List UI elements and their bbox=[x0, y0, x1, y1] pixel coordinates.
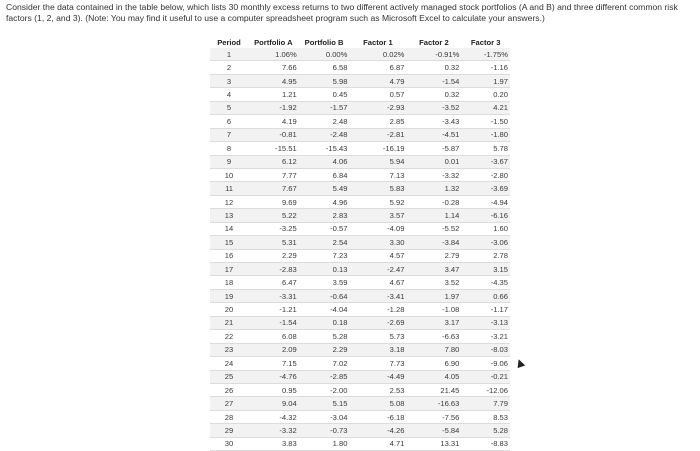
portfolio-a-cell: 2.29 bbox=[248, 249, 299, 262]
portfolio-a-cell: 4.19 bbox=[248, 115, 299, 128]
factor-3-cell: -4.94 bbox=[461, 195, 510, 208]
table-body bbox=[210, 48, 510, 451]
header-factor-2: Factor 2 bbox=[419, 38, 449, 47]
factor-2-cell: -7.56 bbox=[406, 410, 461, 423]
table-row bbox=[210, 397, 510, 410]
period-cell: 3 bbox=[210, 74, 248, 87]
portfolio-a-cell: 1.21 bbox=[248, 88, 299, 101]
mouse-cursor-icon bbox=[515, 358, 525, 368]
factor-1-cell: 5.94 bbox=[349, 155, 406, 168]
table-row bbox=[210, 155, 510, 168]
period-cell: 14 bbox=[210, 222, 248, 235]
factor-3-cell: -1.50 bbox=[461, 115, 510, 128]
table-row bbox=[210, 88, 510, 101]
period-cell: 9 bbox=[210, 155, 248, 168]
table-row bbox=[210, 316, 510, 329]
portfolio-a-cell: 6.08 bbox=[248, 330, 299, 343]
table-row bbox=[210, 101, 510, 114]
table-row bbox=[210, 209, 510, 222]
returns-table-container bbox=[210, 37, 510, 451]
factor-2-cell: 0.32 bbox=[406, 61, 461, 74]
portfolio-a-cell: 0.95 bbox=[248, 383, 299, 396]
portfolio-a-cell: -1.54 bbox=[248, 316, 299, 329]
table-row bbox=[210, 115, 510, 128]
factor-1-cell: 5.73 bbox=[349, 330, 406, 343]
portfolio-b-cell: -0.57 bbox=[299, 222, 350, 235]
period-cell: 8 bbox=[210, 142, 248, 155]
factor-1-cell: 5.92 bbox=[349, 195, 406, 208]
table-row bbox=[210, 128, 510, 141]
factor-1-cell: 7.13 bbox=[349, 168, 406, 181]
factor-2-cell: -4.51 bbox=[406, 128, 461, 141]
period-cell: 15 bbox=[210, 236, 248, 249]
period-cell: 18 bbox=[210, 276, 248, 289]
portfolio-b-cell: 5.28 bbox=[299, 330, 350, 343]
period-cell: 20 bbox=[210, 303, 248, 316]
factor-1-cell: 4.71 bbox=[349, 437, 406, 450]
factor-1-cell: -4.09 bbox=[349, 222, 406, 235]
portfolio-b-cell: 0.00% bbox=[299, 48, 350, 61]
period-cell: 10 bbox=[210, 168, 248, 181]
factor-3-cell: -3.67 bbox=[461, 155, 510, 168]
factor-1-cell: -4.26 bbox=[349, 424, 406, 437]
factor-1-cell: 7.73 bbox=[349, 357, 406, 370]
portfolio-a-cell: 1.06% bbox=[248, 48, 299, 61]
factor-3-cell: -1.80 bbox=[461, 128, 510, 141]
factor-1-cell: -4.49 bbox=[349, 370, 406, 383]
table-row bbox=[210, 74, 510, 87]
period-cell: 22 bbox=[210, 330, 248, 343]
factor-3-cell: 2.78 bbox=[461, 249, 510, 262]
portfolio-b-cell: -2.48 bbox=[299, 128, 350, 141]
returns-table bbox=[210, 37, 510, 451]
factor-3-cell: -2.80 bbox=[461, 168, 510, 181]
factor-3-cell: 3.15 bbox=[461, 263, 510, 276]
table-row bbox=[210, 330, 510, 343]
factor-2-cell: -3.84 bbox=[406, 236, 461, 249]
factor-2-cell: -1.54 bbox=[406, 74, 461, 87]
factor-2-cell: 13.31 bbox=[406, 437, 461, 450]
portfolio-b-cell: 0.18 bbox=[299, 316, 350, 329]
portfolio-b-cell: -2.00 bbox=[299, 383, 350, 396]
table-row bbox=[210, 410, 510, 423]
portfolio-b-cell: -1.57 bbox=[299, 101, 350, 114]
factor-3-cell: -12.06 bbox=[461, 383, 510, 396]
factor-2-cell: 4.05 bbox=[406, 370, 461, 383]
period-cell: 23 bbox=[210, 343, 248, 356]
header-period: Period bbox=[217, 38, 241, 47]
factor-2-cell: -5.52 bbox=[406, 222, 461, 235]
factor-2-cell: -3.32 bbox=[406, 168, 461, 181]
table-row bbox=[210, 222, 510, 235]
table-row bbox=[210, 168, 510, 181]
portfolio-b-cell: -15.43 bbox=[299, 142, 350, 155]
header-factor-3: Factor 3 bbox=[470, 38, 501, 47]
factor-1-cell: 3.57 bbox=[349, 209, 406, 222]
portfolio-a-cell: 7.77 bbox=[248, 168, 299, 181]
table-row bbox=[210, 289, 510, 302]
factor-2-cell: 3.52 bbox=[406, 276, 461, 289]
period-cell: 26 bbox=[210, 383, 248, 396]
factor-2-cell: 1.14 bbox=[406, 209, 461, 222]
factor-2-cell: -6.63 bbox=[406, 330, 461, 343]
period-cell: 25 bbox=[210, 370, 248, 383]
factor-1-cell: 4.67 bbox=[349, 276, 406, 289]
factor-1-cell: -2.81 bbox=[349, 128, 406, 141]
portfolio-b-cell: 6.84 bbox=[299, 168, 350, 181]
table-row bbox=[210, 182, 510, 195]
portfolio-b-cell: 0.13 bbox=[299, 263, 350, 276]
factor-1-cell: -1.28 bbox=[349, 303, 406, 316]
portfolio-a-cell: -3.25 bbox=[248, 222, 299, 235]
factor-1-cell: -2.93 bbox=[349, 101, 406, 114]
table-row bbox=[210, 437, 510, 450]
factor-2-cell: -0.28 bbox=[406, 195, 461, 208]
portfolio-b-cell: 3.59 bbox=[299, 276, 350, 289]
portfolio-b-cell: 0.45 bbox=[299, 88, 350, 101]
table-row bbox=[210, 424, 510, 437]
period-cell: 7 bbox=[210, 128, 248, 141]
period-cell: 13 bbox=[210, 209, 248, 222]
portfolio-b-cell: 7.23 bbox=[299, 249, 350, 262]
factor-3-cell: -9.06 bbox=[461, 357, 510, 370]
factor-1-cell: 6.87 bbox=[349, 61, 406, 74]
factor-2-cell: 0.32 bbox=[406, 88, 461, 101]
header-factor-1: Factor 1 bbox=[363, 38, 393, 47]
factor-1-cell: -2.69 bbox=[349, 316, 406, 329]
period-cell: 12 bbox=[210, 195, 248, 208]
portfolio-b-cell: 4.96 bbox=[299, 195, 350, 208]
table-row bbox=[210, 370, 510, 383]
factor-3-cell: -3.06 bbox=[461, 236, 510, 249]
table-header-row bbox=[210, 37, 510, 48]
factor-1-cell: -16.19 bbox=[349, 142, 406, 155]
factor-3-cell: 0.66 bbox=[461, 289, 510, 302]
header-portfolio-b: Portfolio B bbox=[304, 38, 344, 47]
table-row bbox=[210, 48, 510, 61]
table-row bbox=[210, 357, 510, 370]
factor-1-cell: 0.02% bbox=[349, 48, 406, 61]
period-cell: 19 bbox=[210, 289, 248, 302]
period-cell: 17 bbox=[210, 263, 248, 276]
factor-2-cell: 2.79 bbox=[406, 249, 461, 262]
factor-2-cell: -16.63 bbox=[406, 397, 461, 410]
table-row bbox=[210, 303, 510, 316]
portfolio-a-cell: 7.66 bbox=[248, 61, 299, 74]
portfolio-a-cell: -2.83 bbox=[248, 263, 299, 276]
table-row bbox=[210, 249, 510, 262]
factor-2-cell: 21.45 bbox=[406, 383, 461, 396]
portfolio-a-cell: 9.69 bbox=[248, 195, 299, 208]
portfolio-a-cell: -4.32 bbox=[248, 410, 299, 423]
portfolio-a-cell: -0.81 bbox=[248, 128, 299, 141]
factor-2-cell: 1.32 bbox=[406, 182, 461, 195]
factor-1-cell: 5.08 bbox=[349, 397, 406, 410]
factor-3-cell: -6.16 bbox=[461, 209, 510, 222]
factor-1-cell: 4.57 bbox=[349, 249, 406, 262]
portfolio-b-cell: 1.80 bbox=[299, 437, 350, 450]
factor-2-cell: 1.97 bbox=[406, 289, 461, 302]
factor-1-cell: 2.85 bbox=[349, 115, 406, 128]
factor-3-cell: -3.69 bbox=[461, 182, 510, 195]
portfolio-b-cell: 5.98 bbox=[299, 74, 350, 87]
portfolio-a-cell: 6.12 bbox=[248, 155, 299, 168]
factor-2-cell: -5.84 bbox=[406, 424, 461, 437]
factor-2-cell: 0.01 bbox=[406, 155, 461, 168]
factor-2-cell: -3.52 bbox=[406, 101, 461, 114]
portfolio-a-cell: 6.47 bbox=[248, 276, 299, 289]
table-row bbox=[210, 343, 510, 356]
period-cell: 27 bbox=[210, 397, 248, 410]
factor-2-cell: 6.90 bbox=[406, 357, 461, 370]
factor-3-cell: 1.97 bbox=[461, 74, 510, 87]
period-cell: 5 bbox=[210, 101, 248, 114]
portfolio-b-cell: 7.02 bbox=[299, 357, 350, 370]
portfolio-a-cell: 5.22 bbox=[248, 209, 299, 222]
factor-1-cell: 3.18 bbox=[349, 343, 406, 356]
factor-2-cell: -5.87 bbox=[406, 142, 461, 155]
portfolio-a-cell: -1.92 bbox=[248, 101, 299, 114]
period-cell: 30 bbox=[210, 437, 248, 450]
period-cell: 21 bbox=[210, 316, 248, 329]
table-row bbox=[210, 263, 510, 276]
factor-1-cell: 3.30 bbox=[349, 236, 406, 249]
factor-3-cell: -1.16 bbox=[461, 61, 510, 74]
portfolio-a-cell: 2.09 bbox=[248, 343, 299, 356]
period-cell: 6 bbox=[210, 115, 248, 128]
table-row bbox=[210, 61, 510, 74]
factor-3-cell: -0.21 bbox=[461, 370, 510, 383]
portfolio-b-cell: -0.73 bbox=[299, 424, 350, 437]
portfolio-b-cell: 2.48 bbox=[299, 115, 350, 128]
header-portfolio-a: Portfolio A bbox=[254, 38, 293, 47]
period-cell: 29 bbox=[210, 424, 248, 437]
portfolio-a-cell: 3.83 bbox=[248, 437, 299, 450]
factor-3-cell: 1.60 bbox=[461, 222, 510, 235]
period-cell: 11 bbox=[210, 182, 248, 195]
factor-2-cell: 3.17 bbox=[406, 316, 461, 329]
period-cell: 2 bbox=[210, 61, 248, 74]
portfolio-b-cell: 2.29 bbox=[299, 343, 350, 356]
factor-1-cell: 5.83 bbox=[349, 182, 406, 195]
factor-3-cell: 8.53 bbox=[461, 410, 510, 423]
portfolio-b-cell: -2.85 bbox=[299, 370, 350, 383]
portfolio-a-cell: 7.15 bbox=[248, 357, 299, 370]
factor-1-cell: 0.57 bbox=[349, 88, 406, 101]
portfolio-a-cell: 4.95 bbox=[248, 74, 299, 87]
portfolio-a-cell: 5.31 bbox=[248, 236, 299, 249]
factor-3-cell: -1.75% bbox=[461, 48, 510, 61]
factor-1-cell: -3.41 bbox=[349, 289, 406, 302]
portfolio-b-cell: -4.04 bbox=[299, 303, 350, 316]
factor-2-cell: -0.91% bbox=[406, 48, 461, 61]
table-row bbox=[210, 383, 510, 396]
factor-3-cell: 4.21 bbox=[461, 101, 510, 114]
portfolio-b-cell: 2.83 bbox=[299, 209, 350, 222]
question-text: Consider the data contained in the table below, which lists 30 monthly excess returns to two different actively managed stock portfolios (A and B) and three different common risk factors (1, 2, and 3). (Note: You may find it useful to use a computer spreadsheet program such as Microsoft Excel to calculate your answers.) bbox=[6, 2, 678, 23]
factor-3-cell: -8.83 bbox=[461, 437, 510, 450]
portfolio-b-cell: 5.49 bbox=[299, 182, 350, 195]
period-cell: 28 bbox=[210, 410, 248, 423]
portfolio-a-cell: -1.21 bbox=[248, 303, 299, 316]
portfolio-b-cell: -0.64 bbox=[299, 289, 350, 302]
factor-3-cell: 5.78 bbox=[461, 142, 510, 155]
portfolio-a-cell: 7.67 bbox=[248, 182, 299, 195]
portfolio-a-cell: 9.04 bbox=[248, 397, 299, 410]
table-row bbox=[210, 236, 510, 249]
portfolio-a-cell: -4.76 bbox=[248, 370, 299, 383]
factor-2-cell: 7.80 bbox=[406, 343, 461, 356]
factor-2-cell: -3.43 bbox=[406, 115, 461, 128]
portfolio-a-cell: -3.32 bbox=[248, 424, 299, 437]
factor-1-cell: -6.18 bbox=[349, 410, 406, 423]
factor-3-cell: -4.35 bbox=[461, 276, 510, 289]
portfolio-b-cell: 4.06 bbox=[299, 155, 350, 168]
factor-3-cell: 7.79 bbox=[461, 397, 510, 410]
table-row bbox=[210, 276, 510, 289]
factor-1-cell: 2.53 bbox=[349, 383, 406, 396]
factor-3-cell: 5.28 bbox=[461, 424, 510, 437]
period-cell: 24 bbox=[210, 357, 248, 370]
factor-1-cell: -2.47 bbox=[349, 263, 406, 276]
portfolio-b-cell: 6.58 bbox=[299, 61, 350, 74]
portfolio-b-cell: 5.15 bbox=[299, 397, 350, 410]
period-cell: 1 bbox=[210, 48, 248, 61]
portfolio-b-cell: 2.54 bbox=[299, 236, 350, 249]
factor-1-cell: 4.79 bbox=[349, 74, 406, 87]
portfolio-b-cell: -3.04 bbox=[299, 410, 350, 423]
factor-2-cell: -1.08 bbox=[406, 303, 461, 316]
table-row bbox=[210, 195, 510, 208]
factor-3-cell: -3.21 bbox=[461, 330, 510, 343]
portfolio-a-cell: -3.31 bbox=[248, 289, 299, 302]
table-row bbox=[210, 142, 510, 155]
factor-3-cell: -8.03 bbox=[461, 343, 510, 356]
period-cell: 16 bbox=[210, 249, 248, 262]
factor-2-cell: 3.47 bbox=[406, 263, 461, 276]
factor-3-cell: 0.20 bbox=[461, 88, 510, 101]
portfolio-a-cell: -15.51 bbox=[248, 142, 299, 155]
period-cell: 4 bbox=[210, 88, 248, 101]
factor-3-cell: -1.17 bbox=[461, 303, 510, 316]
factor-3-cell: -3.13 bbox=[461, 316, 510, 329]
